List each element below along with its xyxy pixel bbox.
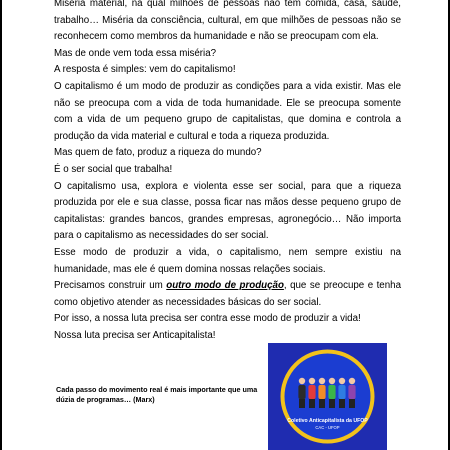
- person-head: [329, 378, 335, 384]
- person-body: [298, 385, 305, 399]
- person-body: [328, 385, 335, 399]
- person-legs: [329, 399, 335, 408]
- person-figure: [348, 378, 355, 408]
- person-legs: [349, 399, 355, 408]
- body-paragraph: O capitalismo usa, explora e violenta esse ser social, para que a riqueza produzida por ele e sua classe, possa ficar nas mãos desse pequeno grupo de capitalistas: grandes bancos, grandes empresas, agronegócio… Não importa para o capitalismo as necessidades do ser social.: [54, 180, 401, 242]
- person-figure: [308, 378, 315, 408]
- document-body: [54, 0, 401, 344]
- person-body: [308, 385, 315, 399]
- person-body: [318, 385, 325, 399]
- body-paragraph: Mas quem de fato, produz a riqueza do mundo?: [54, 147, 262, 159]
- person-figure: [338, 378, 345, 408]
- construct-paragraph: [54, 278, 401, 311]
- person-legs: [309, 399, 315, 408]
- person-legs: [319, 399, 325, 408]
- person-head: [299, 378, 305, 384]
- logo-emblem: [268, 343, 387, 450]
- person-figure: [328, 378, 335, 408]
- logo-ring-text: Coletivo Anticapitalista da UFOP: [287, 418, 368, 424]
- construct-text-after: , que se preocupe e tenha como objetivo atender as necessidades básicas do ser social.: [54, 280, 401, 308]
- person-body: [338, 385, 345, 399]
- logo-sub-text: CAC - UFOP: [315, 425, 340, 430]
- body-paragraph: O capitalismo é um modo de produzir as condições para a vida existir. Mas ele não se preocupa com a vida de toda humanidade. Ele se preocupa somente com a vida de um pequeno grupo de capitalistas, que domina e controla a produção da vida material e cultural e toda a riqueza produzida.: [54, 80, 401, 142]
- person-figure: [298, 378, 305, 408]
- body-paragraph: Esse modo de produzir a vida, o capitalismo, nem sempre existiu na humanidade, mas ele é quem domina nossas relações sociais.: [54, 246, 401, 275]
- emphasized-phrase: outro modo de produção: [166, 280, 284, 292]
- person-head: [339, 378, 345, 384]
- body-paragraph: Mas de onde vem toda essa miséria?: [54, 47, 217, 59]
- construct-text-before: Precisamos construir um: [54, 280, 167, 292]
- person-body: [348, 385, 355, 399]
- closing-line: Por isso, a nossa luta precisa ser contra esse modo de produzir a vida!: [54, 313, 361, 325]
- body-paragraph: A resposta é simples: vem do capitalismo!: [54, 64, 236, 76]
- body-paragraph: É o ser social que trabalha!: [54, 163, 173, 175]
- person-legs: [299, 399, 305, 408]
- person-head: [349, 378, 355, 384]
- person-legs: [339, 399, 345, 408]
- closing-line: Nossa luta precisa ser Anticapitalista!: [54, 329, 216, 341]
- person-head: [309, 378, 315, 384]
- marx-quote: Cada passo do movimento real é mais importante que uma dúzia de programas… (Marx): [56, 385, 258, 404]
- person-head: [319, 378, 325, 384]
- collective-logo: [268, 343, 387, 450]
- person-figure: [318, 378, 325, 408]
- body-paragraph: Miséria material, na qual milhões de pessoas não tem comida, casa, saúde, trabalho… Miséria da consciência, cultural, em que milhões de pessoas não se reconhecem como membros da humanidade e não se preocupam com ela.: [54, 0, 401, 43]
